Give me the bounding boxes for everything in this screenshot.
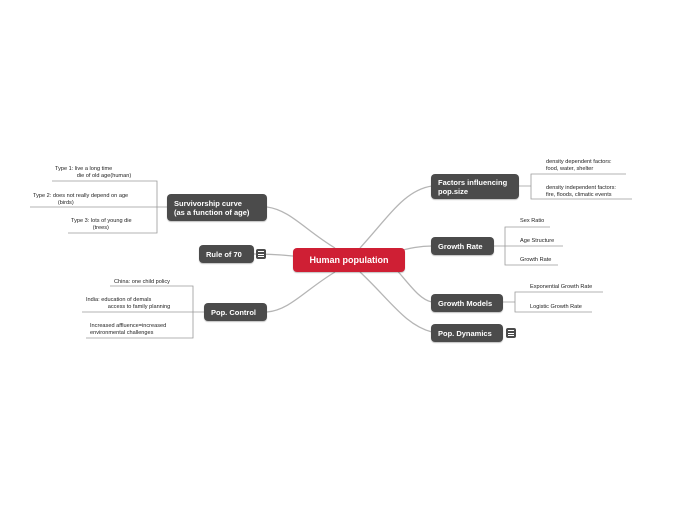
topic-survivorship[interactable]: [167, 194, 267, 221]
link-pop-dynamics: [360, 272, 432, 332]
topic-pop-dynamics[interactable]: [431, 324, 503, 342]
link-pop-control: [267, 272, 335, 312]
topic-pop-control-label: Pop. Control: [211, 307, 256, 317]
leaf-growth-rate: Growth Rate: [520, 257, 552, 263]
leaf-logistic-growth: Logistic Growth Rate: [530, 304, 582, 310]
topic-pop-control[interactable]: [204, 303, 267, 321]
note-lines-icon[interactable]: [256, 249, 266, 259]
link-growth-models: [395, 268, 432, 302]
leaf-type-2: Type 2: does not really depend on age (birds): [33, 193, 129, 206]
topic-growth-rate-label: Growth Rate: [438, 241, 483, 251]
leaf-sex-ratio: Sex Ratio: [520, 218, 545, 224]
leaf-exponential-growth: Exponential Growth Rate: [530, 284, 593, 290]
topic-factors-label: Factors influencing pop.size: [438, 177, 508, 196]
leaf-type-1: Type 1: live a long time die of old age(human): [55, 166, 132, 179]
central-topic-label: Human population: [309, 254, 389, 265]
leaf-type-3: Type 3: lots of young die (trees): [71, 218, 132, 231]
topic-pop-dynamics-label: Pop. Dynamics: [438, 328, 492, 338]
topic-growth-rate[interactable]: [431, 237, 494, 255]
leaf-affluence: Increased affluence=increased environmental challenges: [90, 323, 167, 336]
topic-rule-of-70-label: Rule of 70: [206, 249, 242, 259]
leaf-india: India: education of demals access to family planning: [86, 297, 171, 310]
central-topic[interactable]: [293, 248, 405, 272]
topic-rule-of-70[interactable]: [199, 245, 254, 263]
topic-growth-models[interactable]: [431, 294, 503, 312]
topic-factors[interactable]: [431, 174, 519, 199]
link-survivorship: [267, 207, 335, 248]
note-lines-icon[interactable]: [506, 328, 516, 338]
topic-survivorship-label: Survivorship curve (as a function of age): [174, 198, 250, 217]
leaf-china: China: one child policy: [114, 279, 170, 285]
topic-growth-models-label: Growth Models: [438, 298, 493, 308]
leaf-age-structure: Age Structure: [520, 238, 555, 244]
link-factors: [360, 186, 432, 248]
leaf-density-dependent: density dependent factors: food, water, shelter: [546, 159, 612, 172]
leaf-density-independent: density independent factors: fire, floods, climatic events: [546, 185, 616, 198]
